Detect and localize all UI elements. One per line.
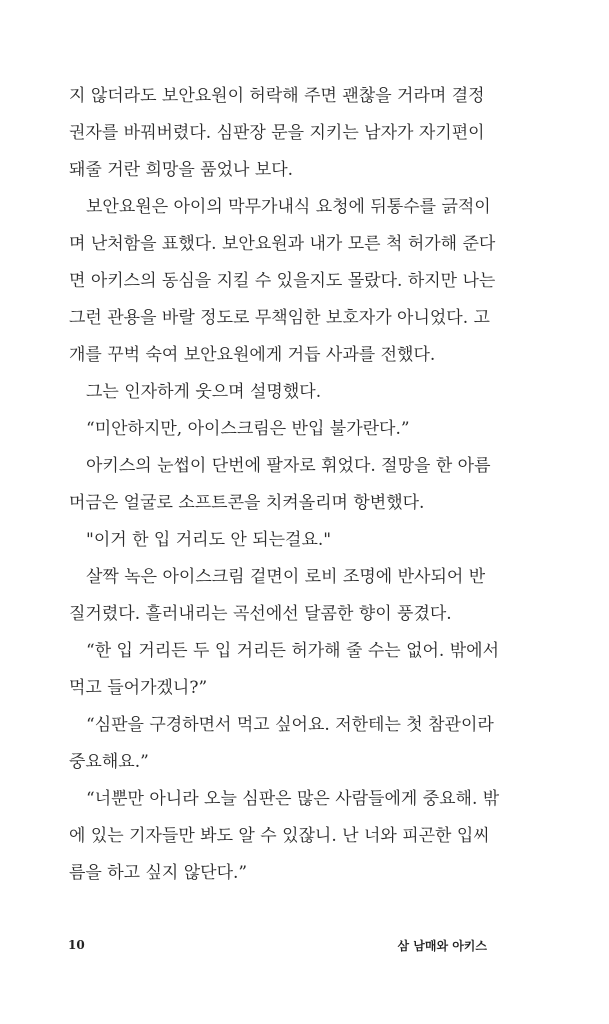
text-line: 돼줄 거란 희망을 품었나 보다. xyxy=(69,160,294,180)
text-line: 살짝 녹은 아이스크림 겉면이 로비 조명에 반사되어 반 xyxy=(86,567,486,587)
text-line: “한 입 거리든 두 입 거리든 허가해 줄 수는 없어. 밖에서 xyxy=(86,641,499,661)
text-line: “너뿐만 아니라 오늘 심판은 많은 사람들에게 중요해. 밖 xyxy=(86,789,500,809)
body-text xyxy=(69,78,500,892)
text-line: “심판을 구경하면서 먹고 싶어요. 저한테는 첫 참관이라 xyxy=(86,715,494,735)
text-line: 먹고 들어가겠니?” xyxy=(69,678,208,698)
text-line: 머금은 얼굴로 소프트콘을 치켜올리며 항변했다. xyxy=(69,493,425,513)
text-line: "이거 한 입 거리도 안 되는걸요." xyxy=(86,530,332,550)
text-line: 권자를 바꿔버렸다. 심판장 문을 지키는 남자가 자기편이 xyxy=(69,123,485,143)
text-line: 름을 하고 싶지 않단다.” xyxy=(69,863,248,883)
text-line: 아키스의 눈썹이 단번에 팔자로 휘었다. 절망을 한 아름 xyxy=(86,456,491,476)
text-line: “미안하지만, 아이스크림은 반입 불가란다.” xyxy=(86,419,410,439)
text-line: 그는 인자하게 웃으며 설명했다. xyxy=(86,382,322,402)
text-line: 개를 꾸벅 숙여 보안요원에게 거듭 사과를 전했다. xyxy=(69,345,436,365)
text-line: 보안요원은 아이의 막무가내식 요청에 뒤통수를 긁적이 xyxy=(86,197,491,217)
text-line: 며 난처함을 표했다. 보안요원과 내가 모른 척 허가해 준다 xyxy=(69,234,496,254)
running-title: 삼 남매와 아키스 xyxy=(397,939,487,953)
text-line: 중요해요.” xyxy=(69,752,149,772)
text-line: 그런 관용을 바랄 정도로 무책임한 보호자가 아니었다. 고 xyxy=(69,308,490,328)
text-line: 면 아키스의 동심을 지킬 수 있을지도 몰랐다. 하지만 나는 xyxy=(69,271,496,291)
text-line: 에 있는 기자들만 봐도 알 수 있잖니. 난 너와 피곤한 입씨 xyxy=(69,826,490,846)
text-line: 지 않더라도 보안요원이 허락해 주면 괜찮을 거라며 결정 xyxy=(69,86,485,106)
text-line: 질거렸다. 흘러내리는 곡선에선 달콤한 향이 풍겼다. xyxy=(69,604,452,624)
page-number: 10 xyxy=(68,938,85,952)
